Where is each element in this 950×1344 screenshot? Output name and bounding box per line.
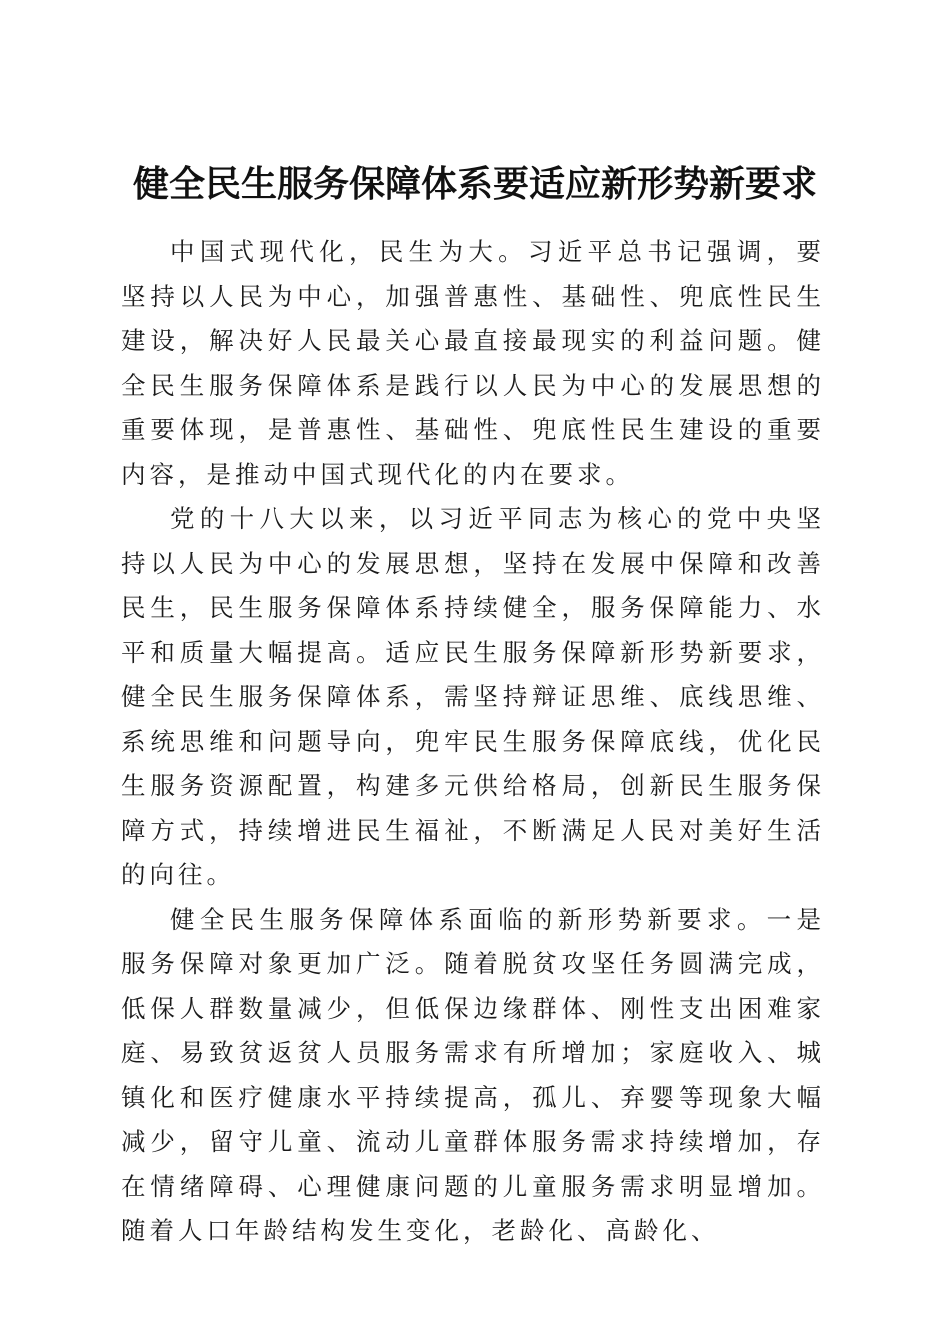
paragraph-1: 中国式现代化，民生为大。习近平总书记强调，要坚持以人民为中心，加强普惠性、基础性、兜底性民生建设，解决好人民最关心最直接最现实的利益问题。健全民生服务保障体系是践行以人民为中心的发展思想的重要体现，是普惠性、基础性、兜底性民生建设的重要内容，是推动中国式现代化的内在要求。 xyxy=(121,237,825,489)
document-title: 健全民生服务保障体系要适应新形势新要求 xyxy=(132,163,817,206)
document-body xyxy=(121,230,825,1254)
paragraph-2: 党的十八大以来，以习近平同志为核心的党中央坚持以人民为中心的发展思想，坚持在发展中保障和改善民生，民生服务保障体系持续健全，服务保障能力、水平和质量大幅提高。适应民生服务保障新形势新要求，健全民生服务保障体系，需坚持辩证思维、底线思维、系统思维和问题导向，兜牢民生服务保障底线，优化民生服务资源配置，构建多元供给格局，创新民生服务保障方式，持续增进民生福祉，不断满足人民对美好生活的向往。 xyxy=(121,504,825,889)
paragraph-3: 健全民生服务保障体系面临的新形势新要求。一是服务保障对象更加广泛。随着脱贫攻坚任务圆满完成，低保人群数量减少，但低保边缘群体、刚性支出困难家庭、易致贫返贫人员服务需求有所增加；家庭收入、城镇化和医疗健康水平持续提高，孤儿、弃婴等现象大幅减少，留守儿童、流动儿童群体服务需求持续增加，存在情绪障碍、心理健康问题的儿童服务需求明显增加。随着人口年龄结构发生变化，老龄化、高龄化、 xyxy=(121,904,825,1245)
